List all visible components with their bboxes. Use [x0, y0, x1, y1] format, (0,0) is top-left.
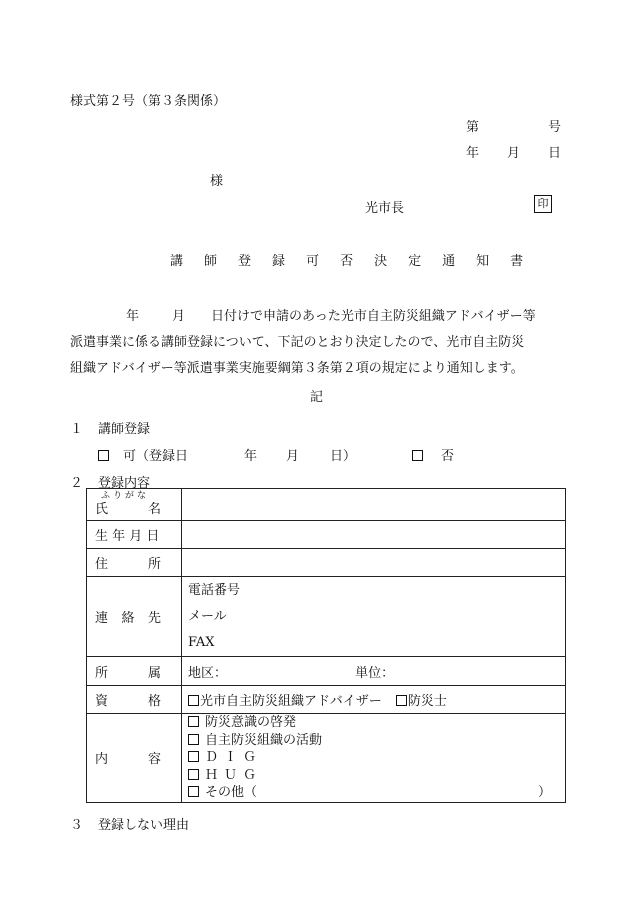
- qualification-label-char: 格: [147, 694, 161, 709]
- doc-number-suffix: 号: [548, 120, 562, 135]
- address-label-cell: [87, 549, 182, 577]
- address-label-char: 住: [95, 557, 109, 572]
- register-yes-option[interactable]: [98, 445, 188, 464]
- title-char: 講: [170, 254, 184, 269]
- section3-number: ３: [70, 818, 84, 833]
- checkbox-icon[interactable]: [412, 450, 423, 461]
- doc-number-prefix: 第: [466, 120, 480, 135]
- checkbox-icon[interactable]: [98, 450, 109, 461]
- qualification-bosaishi-option[interactable]: [396, 694, 447, 709]
- content-option-label: ＨＵＧ: [205, 767, 263, 783]
- contact-label-char: 絡: [121, 611, 135, 626]
- content-option-awareness[interactable]: [188, 714, 565, 732]
- content-option-dig[interactable]: [188, 749, 565, 767]
- body-line-1: 日付けで申請のあった光市自主防災組織アドバイザー等: [211, 309, 536, 324]
- address-field[interactable]: [182, 549, 566, 577]
- qualification-advisor-option[interactable]: [188, 694, 382, 709]
- birthdate-label-cell: [87, 521, 182, 549]
- contact-fax-label: FAX: [188, 634, 215, 650]
- addressee-suffix: 様: [210, 174, 224, 189]
- register-no-option[interactable]: [412, 445, 454, 464]
- birthdate-label: 生 年 月 日: [95, 529, 160, 544]
- birthdate-field[interactable]: [182, 521, 566, 549]
- qualification-bosaishi-label: 防災士: [407, 694, 447, 709]
- registration-table: [86, 488, 566, 803]
- title-char: 定: [408, 254, 422, 269]
- contact-email-label: メール: [188, 608, 227, 624]
- title-char: 否: [340, 254, 354, 269]
- content-field: [182, 714, 566, 803]
- title-char: 決: [374, 254, 388, 269]
- document-title: [170, 250, 523, 269]
- body-year: 年: [126, 309, 140, 324]
- title-char: 師: [204, 254, 218, 269]
- checkbox-icon[interactable]: [188, 769, 199, 780]
- row-affiliation: [87, 657, 566, 686]
- qualification-field: [182, 686, 566, 714]
- title-char: 通: [442, 254, 456, 269]
- content-option-label: その他（: [205, 785, 258, 801]
- checkbox-icon[interactable]: [188, 751, 199, 762]
- contact-label-char: 連: [95, 611, 109, 626]
- content-label-char: 内: [95, 752, 109, 768]
- register-no-label: 否: [441, 449, 455, 464]
- section3-title: 登録しない理由: [98, 818, 190, 833]
- register-date-year: 年: [244, 449, 258, 464]
- affiliation-district-label: 地区：: [188, 665, 228, 681]
- affiliation-field[interactable]: [182, 657, 566, 686]
- checkbox-icon[interactable]: [396, 695, 407, 706]
- contact-label-cell: [87, 577, 182, 657]
- furigana-label: ふりがな: [101, 490, 150, 501]
- affiliation-label-cell: [87, 657, 182, 686]
- checkbox-icon[interactable]: [188, 716, 199, 727]
- content-label-cell: [87, 714, 182, 803]
- content-label-char: 容: [147, 752, 161, 768]
- row-content: [87, 714, 566, 803]
- section2-number: ２: [70, 476, 84, 491]
- name-field[interactable]: [182, 489, 566, 521]
- title-char: 録: [272, 254, 286, 269]
- date-day: 日: [548, 146, 562, 161]
- content-option-other[interactable]: [188, 784, 565, 802]
- date-month: 月: [507, 146, 521, 161]
- date-year: 年: [466, 146, 480, 161]
- seal-mark: 印: [534, 195, 552, 213]
- name-label-cell: [87, 489, 182, 521]
- qualification-advisor-label: 光市自主防災組織アドバイザー: [200, 694, 382, 709]
- checkbox-icon[interactable]: [188, 786, 199, 797]
- contact-phone-label: 電話番号: [188, 582, 241, 598]
- row-name: [87, 489, 566, 521]
- row-qualification: [87, 686, 566, 714]
- issuer: 光市長: [365, 201, 405, 216]
- contact-label-char: 先: [147, 611, 161, 626]
- name-label-char: 名: [147, 501, 161, 517]
- affiliation-label-char: 属: [147, 665, 161, 681]
- checkbox-icon[interactable]: [188, 734, 199, 745]
- content-option-hug[interactable]: [188, 767, 565, 785]
- address-label-char: 所: [147, 557, 161, 572]
- register-yes-label: 可（登録日: [123, 449, 189, 464]
- row-address: [87, 549, 566, 577]
- qualification-label-char: 資: [95, 694, 109, 709]
- register-date-month: 月: [286, 449, 300, 464]
- section2-title: 登録内容: [98, 476, 151, 491]
- section1-number: １: [70, 422, 84, 437]
- body-line-3: 組織アドバイザー等派遣事業実施要綱第３条第２項の規定により通知します。: [70, 361, 524, 376]
- affiliation-unit-label: 単位：: [355, 665, 395, 681]
- qualification-label-cell: [87, 686, 182, 714]
- title-char: 可: [306, 254, 320, 269]
- body-month: 月: [172, 309, 186, 324]
- title-char: 書: [510, 254, 524, 269]
- form-number: 様式第２号（第３条関係）: [70, 94, 227, 109]
- register-date-day: 日）: [330, 449, 357, 464]
- content-option-activity[interactable]: [188, 732, 565, 750]
- name-label-char: 氏: [95, 501, 109, 517]
- content-option-label: 自主防災組織の活動: [205, 732, 323, 748]
- affiliation-label-char: 所: [95, 665, 109, 681]
- body-line-2: 派遣事業に係る講師登録について、下記のとおり決定したので、光市自主防災: [70, 335, 525, 350]
- content-other-close: ）: [537, 785, 551, 801]
- content-option-label: ＤＩＧ: [205, 750, 263, 766]
- ki-label: 記: [310, 390, 324, 405]
- content-option-label: 防災意識の啓発: [205, 715, 297, 730]
- row-birthdate: [87, 521, 566, 549]
- checkbox-icon[interactable]: [188, 695, 199, 706]
- title-char: 登: [238, 254, 252, 269]
- section1-title: 講師登録: [98, 422, 151, 437]
- title-char: 知: [476, 254, 490, 269]
- contact-field[interactable]: [182, 577, 566, 657]
- row-contact: [87, 577, 566, 657]
